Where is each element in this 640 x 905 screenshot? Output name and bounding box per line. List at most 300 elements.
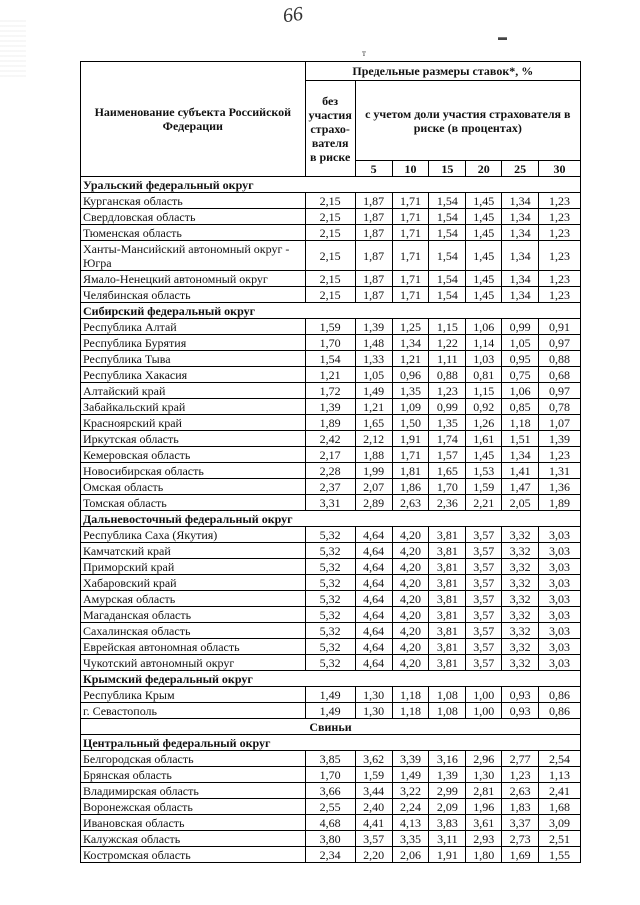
rate-share-30: 1,23 (539, 193, 581, 209)
rate-without-share: 5,32 (305, 575, 355, 591)
table-row (81, 527, 581, 543)
rate-share-25: 2,63 (502, 783, 539, 799)
rate-share-10: 4,20 (392, 639, 429, 655)
header-share-20: 20 (466, 161, 502, 177)
rate-share-5: 1,48 (355, 335, 392, 351)
rate-share-25: 1,34 (502, 287, 539, 303)
table-row (81, 271, 581, 287)
rate-share-25: 1,34 (502, 225, 539, 241)
rates-table (80, 61, 581, 863)
rate-without-share: 2,42 (305, 431, 355, 447)
district-title: Уральский федеральный округ (81, 177, 581, 193)
rate-share-25: 1,34 (502, 447, 539, 463)
rate-share-20: 3,57 (466, 607, 502, 623)
region-name: Воронежская область (81, 799, 306, 815)
rate-share-30: 1,23 (539, 225, 581, 241)
rate-without-share: 3,85 (305, 751, 355, 767)
region-name: Челябинская область (81, 287, 306, 303)
rate-without-share: 3,31 (305, 495, 355, 511)
table-row (81, 209, 581, 225)
rate-share-15: 1,15 (429, 319, 466, 335)
rate-share-30: 1,23 (539, 447, 581, 463)
region-name: г. Севастополь (81, 703, 306, 719)
rate-share-20: 3,57 (466, 655, 502, 671)
rate-share-10: 1,18 (392, 703, 429, 719)
table-row (81, 367, 581, 383)
table-row (81, 783, 581, 799)
rate-share-30: 0,78 (539, 399, 581, 415)
rate-share-20: 1,26 (466, 415, 502, 431)
rate-share-20: 3,57 (466, 575, 502, 591)
rate-share-15: 3,81 (429, 559, 466, 575)
rate-share-20: 2,81 (466, 783, 502, 799)
rate-without-share: 2,15 (305, 271, 355, 287)
header-name-col: Наименование субъекта Российской Федерации (81, 62, 306, 177)
rate-share-30: 0,88 (539, 351, 581, 367)
rate-share-5: 3,44 (355, 783, 392, 799)
rate-share-15: 1,22 (429, 335, 466, 351)
table-row (81, 287, 581, 303)
species-title: Свиньи (81, 719, 581, 735)
rate-share-10: 4,13 (392, 815, 429, 831)
district-row (81, 735, 581, 751)
rate-without-share: 1,49 (305, 703, 355, 719)
rate-share-10: 1,71 (392, 209, 429, 225)
region-name: Еврейская автономная область (81, 639, 306, 655)
rate-share-20: 1,80 (466, 847, 502, 863)
rate-share-25: 1,34 (502, 193, 539, 209)
rate-share-10: 3,39 (392, 751, 429, 767)
rate-share-15: 0,99 (429, 399, 466, 415)
rate-without-share: 5,32 (305, 591, 355, 607)
rate-without-share: 1,21 (305, 367, 355, 383)
rate-share-25: 3,32 (502, 527, 539, 543)
rate-share-10: 1,34 (392, 335, 429, 351)
rate-share-15: 1,23 (429, 383, 466, 399)
table-row (81, 575, 581, 591)
rate-share-5: 1,87 (355, 225, 392, 241)
rate-share-20: 1,45 (466, 447, 502, 463)
rate-share-30: 1,13 (539, 767, 581, 783)
rate-share-15: 1,91 (429, 847, 466, 863)
rate-share-30: 0,86 (539, 703, 581, 719)
region-name: Республика Саха (Якутия) (81, 527, 306, 543)
rate-share-30: 3,03 (539, 655, 581, 671)
rate-share-25: 1,05 (502, 335, 539, 351)
rate-share-15: 0,88 (429, 367, 466, 383)
region-name: Ямало-Ненецкий автономный округ (81, 271, 306, 287)
rate-share-30: 1,23 (539, 287, 581, 303)
rate-share-5: 1,39 (355, 319, 392, 335)
rate-share-25: 2,05 (502, 495, 539, 511)
rate-share-25: 3,32 (502, 623, 539, 639)
rate-share-30: 3,03 (539, 575, 581, 591)
rate-share-10: 4,20 (392, 527, 429, 543)
header-with-share: с учетом доли участия страхователя в риске (в процентах) (355, 81, 580, 161)
rate-share-5: 2,20 (355, 847, 392, 863)
rate-share-20: 3,57 (466, 559, 502, 575)
rate-without-share: 1,72 (305, 383, 355, 399)
rate-share-15: 1,54 (429, 193, 466, 209)
rate-share-20: 1,00 (466, 687, 502, 703)
rate-share-25: 1,69 (502, 847, 539, 863)
rate-share-25: 1,34 (502, 209, 539, 225)
rate-without-share: 2,15 (305, 241, 355, 271)
rate-share-25: 1,18 (502, 415, 539, 431)
rate-share-20: 2,96 (466, 751, 502, 767)
rate-share-20: 1,00 (466, 703, 502, 719)
rate-share-5: 1,87 (355, 193, 392, 209)
rate-share-25: 3,32 (502, 607, 539, 623)
table-row (81, 799, 581, 815)
rate-share-5: 1,21 (355, 399, 392, 415)
rate-share-15: 3,81 (429, 607, 466, 623)
rate-share-15: 3,81 (429, 527, 466, 543)
rate-share-15: 1,54 (429, 225, 466, 241)
rate-share-25: 0,93 (502, 703, 539, 719)
rate-share-5: 4,64 (355, 591, 392, 607)
rate-share-20: 1,14 (466, 335, 502, 351)
rate-share-5: 1,87 (355, 209, 392, 225)
region-name: Брянская область (81, 767, 306, 783)
rate-share-30: 2,54 (539, 751, 581, 767)
region-name: Новосибирская область (81, 463, 306, 479)
rate-share-5: 3,57 (355, 831, 392, 847)
header-share-5: 5 (355, 161, 392, 177)
species-row (81, 719, 581, 735)
region-name: Красноярский край (81, 415, 306, 431)
rate-share-10: 1,71 (392, 225, 429, 241)
rate-share-25: 1,23 (502, 767, 539, 783)
rate-share-5: 4,41 (355, 815, 392, 831)
scan-mark: ▬ (498, 32, 507, 42)
region-name: Белгородская область (81, 751, 306, 767)
rate-share-10: 1,86 (392, 479, 429, 495)
rate-share-10: 4,20 (392, 655, 429, 671)
region-name: Курганская область (81, 193, 306, 209)
rate-without-share: 1,39 (305, 399, 355, 415)
rate-share-15: 3,81 (429, 639, 466, 655)
rate-share-5: 4,64 (355, 655, 392, 671)
rate-share-10: 1,50 (392, 415, 429, 431)
rate-share-10: 1,71 (392, 447, 429, 463)
rate-share-10: 1,18 (392, 687, 429, 703)
table-row (81, 447, 581, 463)
rate-share-25: 0,75 (502, 367, 539, 383)
region-name: Чукотский автономный округ (81, 655, 306, 671)
district-row (81, 177, 581, 193)
rate-share-30: 0,97 (539, 383, 581, 399)
rate-share-30: 1,23 (539, 271, 581, 287)
rate-share-30: 3,03 (539, 591, 581, 607)
rate-share-30: 1,23 (539, 241, 581, 271)
rate-share-30: 0,91 (539, 319, 581, 335)
rate-share-15: 3,81 (429, 623, 466, 639)
rate-without-share: 5,32 (305, 607, 355, 623)
table-row (81, 591, 581, 607)
rate-share-20: 1,03 (466, 351, 502, 367)
region-name: Владимирская область (81, 783, 306, 799)
rate-share-15: 2,36 (429, 495, 466, 511)
rate-share-30: 1,36 (539, 479, 581, 495)
rate-share-30: 1,39 (539, 431, 581, 447)
rate-share-15: 3,81 (429, 575, 466, 591)
scan-edge-artifact (0, 20, 26, 80)
rate-share-10: 1,25 (392, 319, 429, 335)
rate-share-5: 3,62 (355, 751, 392, 767)
region-name: Амурская область (81, 591, 306, 607)
rate-share-20: 2,21 (466, 495, 502, 511)
rate-share-15: 1,70 (429, 479, 466, 495)
rate-without-share: 5,32 (305, 543, 355, 559)
rate-share-25: 3,32 (502, 559, 539, 575)
rate-share-25: 3,32 (502, 543, 539, 559)
rate-share-20: 3,57 (466, 639, 502, 655)
rate-share-25: 0,85 (502, 399, 539, 415)
rate-share-30: 3,03 (539, 527, 581, 543)
rate-share-25: 3,32 (502, 639, 539, 655)
region-name: Республика Крым (81, 687, 306, 703)
rate-without-share: 1,59 (305, 319, 355, 335)
rate-without-share: 2,15 (305, 287, 355, 303)
rate-share-15: 1,54 (429, 287, 466, 303)
table-row (81, 319, 581, 335)
rate-share-15: 1,54 (429, 209, 466, 225)
rate-share-10: 3,35 (392, 831, 429, 847)
rate-share-25: 1,47 (502, 479, 539, 495)
rate-share-5: 4,64 (355, 543, 392, 559)
header-share-25: 25 (502, 161, 539, 177)
rate-share-5: 1,30 (355, 687, 392, 703)
rate-without-share: 1,89 (305, 415, 355, 431)
rate-without-share: 5,32 (305, 623, 355, 639)
rate-share-20: 1,45 (466, 193, 502, 209)
rate-share-15: 1,08 (429, 687, 466, 703)
rate-share-5: 1,87 (355, 241, 392, 271)
rate-share-5: 4,64 (355, 623, 392, 639)
rate-share-20: 1,45 (466, 209, 502, 225)
rate-share-15: 3,16 (429, 751, 466, 767)
rate-without-share: 2,17 (305, 447, 355, 463)
region-name: Калужская область (81, 831, 306, 847)
rate-share-25: 1,06 (502, 383, 539, 399)
rate-share-25: 2,77 (502, 751, 539, 767)
rate-without-share: 2,37 (305, 479, 355, 495)
table-row (81, 703, 581, 719)
rate-without-share: 3,80 (305, 831, 355, 847)
rate-share-20: 1,61 (466, 431, 502, 447)
rate-share-20: 3,61 (466, 815, 502, 831)
region-name: Костромская область (81, 847, 306, 863)
rate-share-10: 2,06 (392, 847, 429, 863)
table-row (81, 751, 581, 767)
rate-share-5: 1,99 (355, 463, 392, 479)
region-name: Республика Хакасия (81, 367, 306, 383)
rate-share-30: 3,03 (539, 607, 581, 623)
rate-share-10: 1,81 (392, 463, 429, 479)
rate-share-5: 4,64 (355, 527, 392, 543)
rate-share-30: 3,03 (539, 639, 581, 655)
rate-without-share: 2,15 (305, 225, 355, 241)
rate-share-15: 3,11 (429, 831, 466, 847)
rate-share-15: 2,99 (429, 783, 466, 799)
rate-share-10: 4,20 (392, 591, 429, 607)
rate-share-5: 2,12 (355, 431, 392, 447)
region-name: Кемеровская область (81, 447, 306, 463)
header-without-share: без участия страхо-вателя в риске (305, 81, 355, 177)
region-name: Забайкальский край (81, 399, 306, 415)
rate-share-5: 1,87 (355, 271, 392, 287)
rate-share-10: 1,71 (392, 193, 429, 209)
header-share-10: 10 (392, 161, 429, 177)
rate-share-5: 1,33 (355, 351, 392, 367)
table-row (81, 225, 581, 241)
rate-share-20: 1,15 (466, 383, 502, 399)
rate-share-15: 1,11 (429, 351, 466, 367)
rate-share-20: 3,57 (466, 527, 502, 543)
rate-share-25: 2,73 (502, 831, 539, 847)
rate-share-10: 0,96 (392, 367, 429, 383)
rate-share-30: 3,09 (539, 815, 581, 831)
rate-share-20: 0,81 (466, 367, 502, 383)
rate-without-share: 1,54 (305, 351, 355, 367)
table-row (81, 431, 581, 447)
scan-mark: т (362, 48, 366, 58)
rate-share-30: 1,68 (539, 799, 581, 815)
rate-share-15: 1,54 (429, 241, 466, 271)
district-row (81, 671, 581, 687)
table-row (81, 495, 581, 511)
table-row (81, 831, 581, 847)
rate-share-10: 1,71 (392, 287, 429, 303)
rate-share-10: 1,91 (392, 431, 429, 447)
rate-without-share: 2,34 (305, 847, 355, 863)
rate-share-30: 1,31 (539, 463, 581, 479)
district-title: Дальневосточный федеральный округ (81, 511, 581, 527)
rate-share-25: 1,41 (502, 463, 539, 479)
table-row (81, 559, 581, 575)
rate-share-5: 1,65 (355, 415, 392, 431)
table-row (81, 241, 581, 271)
rate-share-20: 1,96 (466, 799, 502, 815)
table-row (81, 351, 581, 367)
region-name: Хабаровский край (81, 575, 306, 591)
region-name: Иркутская область (81, 431, 306, 447)
rate-share-15: 1,08 (429, 703, 466, 719)
rate-share-5: 2,89 (355, 495, 392, 511)
rate-share-15: 3,83 (429, 815, 466, 831)
rate-share-20: 1,45 (466, 271, 502, 287)
rate-share-10: 4,20 (392, 559, 429, 575)
rate-share-20: 3,57 (466, 623, 502, 639)
rate-share-5: 4,64 (355, 607, 392, 623)
rate-share-20: 1,59 (466, 479, 502, 495)
rate-share-30: 0,86 (539, 687, 581, 703)
rate-share-15: 3,81 (429, 543, 466, 559)
rate-share-25: 3,32 (502, 591, 539, 607)
rate-share-5: 1,87 (355, 287, 392, 303)
rate-share-30: 2,51 (539, 831, 581, 847)
rate-share-20: 1,45 (466, 225, 502, 241)
rate-without-share: 5,32 (305, 639, 355, 655)
rate-share-10: 3,22 (392, 783, 429, 799)
region-name: Тюменская область (81, 225, 306, 241)
rate-share-15: 1,65 (429, 463, 466, 479)
rate-without-share: 1,49 (305, 687, 355, 703)
table-row (81, 479, 581, 495)
district-title: Сибирский федеральный округ (81, 303, 581, 319)
rate-share-5: 4,64 (355, 575, 392, 591)
table-row (81, 847, 581, 863)
rate-share-5: 4,64 (355, 639, 392, 655)
rate-share-10: 1,21 (392, 351, 429, 367)
rate-share-25: 3,37 (502, 815, 539, 831)
rate-share-10: 2,24 (392, 799, 429, 815)
region-name: Ивановская область (81, 815, 306, 831)
rate-share-30: 0,68 (539, 367, 581, 383)
rate-share-20: 0,92 (466, 399, 502, 415)
rate-share-20: 1,45 (466, 287, 502, 303)
rate-share-10: 2,63 (392, 495, 429, 511)
rate-share-10: 1,49 (392, 767, 429, 783)
rate-without-share: 2,55 (305, 799, 355, 815)
table-row (81, 399, 581, 415)
table-row (81, 687, 581, 703)
rate-without-share: 3,66 (305, 783, 355, 799)
rate-share-30: 3,03 (539, 559, 581, 575)
rate-share-5: 4,64 (355, 559, 392, 575)
rate-without-share: 2,28 (305, 463, 355, 479)
rate-without-share: 1,70 (305, 767, 355, 783)
rate-share-20: 1,06 (466, 319, 502, 335)
rate-share-15: 1,57 (429, 447, 466, 463)
table-row (81, 335, 581, 351)
table-row (81, 639, 581, 655)
rate-share-10: 4,20 (392, 575, 429, 591)
rate-share-30: 3,03 (539, 543, 581, 559)
header-share-30: 30 (539, 161, 581, 177)
rate-share-25: 0,99 (502, 319, 539, 335)
rate-share-5: 1,05 (355, 367, 392, 383)
table-row (81, 415, 581, 431)
region-name: Свердловская область (81, 209, 306, 225)
table-row (81, 623, 581, 639)
rate-share-20: 1,45 (466, 241, 502, 271)
rate-share-30: 1,07 (539, 415, 581, 431)
rate-share-25: 3,32 (502, 575, 539, 591)
rate-share-10: 1,71 (392, 271, 429, 287)
region-name: Томская область (81, 495, 306, 511)
rate-share-25: 1,34 (502, 271, 539, 287)
rate-share-25: 0,95 (502, 351, 539, 367)
rate-without-share: 2,15 (305, 193, 355, 209)
header-share-15: 15 (429, 161, 466, 177)
district-title: Крымский федеральный округ (81, 671, 581, 687)
rate-share-5: 2,07 (355, 479, 392, 495)
rate-share-30: 0,97 (539, 335, 581, 351)
district-row (81, 303, 581, 319)
rate-share-10: 1,09 (392, 399, 429, 415)
rate-share-10: 4,20 (392, 623, 429, 639)
district-row (81, 511, 581, 527)
rate-share-30: 2,41 (539, 783, 581, 799)
rate-share-30: 3,03 (539, 623, 581, 639)
rate-without-share: 5,32 (305, 655, 355, 671)
rate-share-25: 1,51 (502, 431, 539, 447)
table-row (81, 767, 581, 783)
rate-share-5: 1,49 (355, 383, 392, 399)
rate-share-15: 2,09 (429, 799, 466, 815)
